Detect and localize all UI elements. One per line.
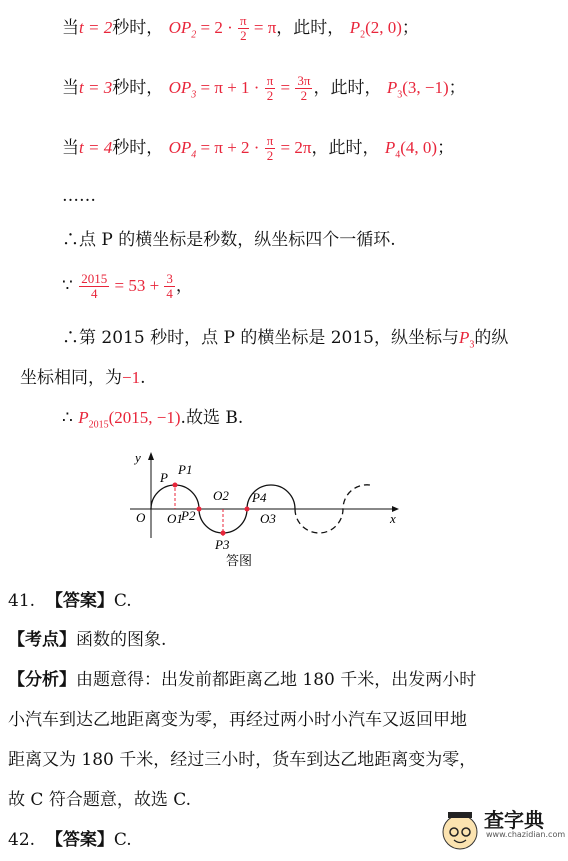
svg-text:P3: P3	[215, 537, 230, 552]
answer-41: 41. 【答案】C.	[8, 591, 132, 611]
answer-42: 42. 【答案】C.	[8, 830, 132, 850]
conclusion-line: ∴点 P 的横坐标是秒数，纵坐标四个一循环.	[62, 230, 396, 250]
point-p4	[245, 507, 250, 512]
graph-figure	[120, 448, 410, 573]
svg-text:y: y	[135, 450, 141, 465]
fenxi-line-3: 距离又为 180 千米，经过三小时，货车到达乙地距离变为零，	[8, 750, 477, 770]
step-t2-line: 当t = 2秒时， $OP_2 = 2$ · $\frac{\pi}{2}$ = π，此时， $P_2(2$, 0)；	[62, 13, 419, 43]
fenxi-line-1: 【分析】由题意得：出发前都距离乙地 180 千米，出发两小时	[8, 670, 477, 690]
fraction: $\frac{3\pi}{2}$	[297, 73, 311, 103]
step-t4-line: 当t = 4秒时， $OP_4 = \pi + 2$ · $\frac{\pi}{2}$ = 2π，此时， $P_4(4$, 0)；	[62, 133, 455, 163]
final-answer-line: ∴ $P_{2015}(2015$, −1).故选 B.	[62, 408, 244, 431]
fraction: $\frac{\pi}{2}$	[240, 13, 247, 43]
point-p1	[173, 483, 178, 488]
arc-op2: $OP_2$	[168, 18, 197, 41]
point-p2	[197, 507, 202, 512]
kaodian-line: 【考点】函数的图象.	[8, 630, 167, 650]
ellipsis: ……	[62, 186, 96, 206]
svg-text:P1: P1	[178, 462, 193, 477]
svg-text:O1: O1	[167, 511, 183, 526]
second-2015-line: ∴第 2015 秒时，点 P 的横坐标是 2015，纵坐标与$P_3$的纵	[62, 328, 509, 351]
fenxi-line-2: 小汽车到达乙地距离变为零，再经过两小时小汽车又返回甲地	[8, 710, 467, 730]
svg-text:P: P	[160, 470, 168, 485]
svg-text:P4: P4	[252, 490, 267, 505]
svg-text:x: x	[390, 511, 396, 526]
chazidian-logo	[440, 800, 568, 857]
svg-text:O3: O3	[260, 511, 276, 526]
svg-text:O2: O2	[213, 488, 229, 503]
logo-url: www.chazidian.com	[486, 830, 566, 839]
step-t3-line: 当t = 3秒时， $OP_3 = \pi + 1$ · $\frac{\pi}{2}$ = $\frac{3\pi}{2}$ ，此时， $P_3(3$, −1)；	[62, 73, 466, 103]
svg-text:O: O	[136, 510, 146, 525]
division-line: ∵ $\frac{2015}{4}$ = 53 + $\frac{3}{4}$ ，	[62, 271, 193, 301]
point-p3	[221, 531, 226, 536]
value-line: 坐标相同，为−1.	[20, 368, 146, 388]
fenxi-line-4: 故 C 符合题意，故选 C.	[8, 790, 192, 810]
logo-text: 查字典	[484, 808, 544, 832]
fraction: $\frac{\pi}{2}$	[266, 133, 274, 163]
svg-text:P2: P2	[181, 508, 196, 523]
svg-text:答图: 答图	[226, 554, 253, 569]
fraction: $\frac{\pi}{2}$	[266, 73, 274, 103]
